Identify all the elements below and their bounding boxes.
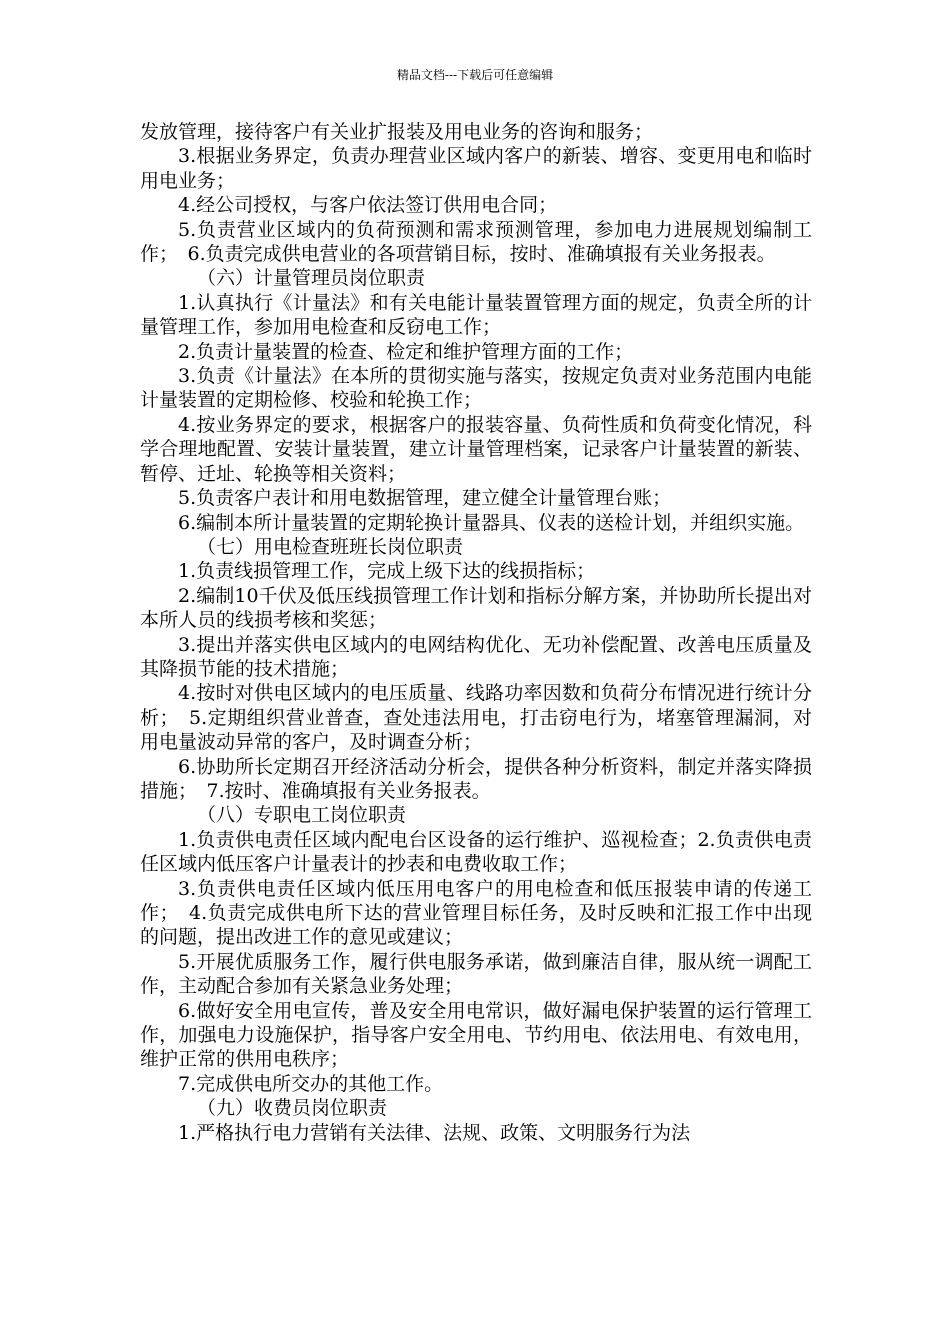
- paragraph: 6.编制本所计量装置的定期轮换计量器具、仪表的送检计划，并组织实施。: [178, 511, 805, 534]
- paragraph: 3.负责供电责任区域内低压用电客户的用电检查和低压报装申请的传递工作； 4.负责完成供电所下达的营业管理目标任务，及时反映和汇报工作中出现的问题，提出改进工作的意见或建议；: [140, 877, 812, 949]
- paragraph: 2.负责计量装置的检查、检定和维护管理方面的工作；: [178, 340, 634, 363]
- paragraph: 6.做好安全用电宣传，普及安全用电常识，做好漏电保护装置的运行管理工作，加强电力设施保护，指导客户安全用电、节约用电、依法用电、有效电用，维护正常的供用电秩序；: [140, 999, 812, 1071]
- section-heading: （七）用电检查班班长岗位职责: [197, 535, 464, 558]
- paragraph: 3.提出并落实供电区域内的电网结构优化、无功补偿配置、改善电压质量及其降损节能的技术措施；: [140, 633, 812, 680]
- section-heading: （九）收费员岗位职责: [197, 1097, 388, 1120]
- paragraph: 发放管理，接待客户有关业扩报装及用电业务的咨询和服务；: [140, 121, 654, 143]
- paragraph: 5.负责客户表计和用电数据管理，建立健全计量管理台账；: [178, 487, 672, 510]
- paragraph: 7.完成供电所交办的其他工作。: [178, 1072, 444, 1095]
- paragraph: 4.按时对供电区域内的电压质量、线路功率因数和负荷分布情况进行统计分析； 5.定期组织营业普查，查处违法用电，打击窃电行为，堵塞管理漏洞，对用电量波动异常的客户，及时调查分析；: [140, 682, 812, 754]
- page-header: 精品文档---下载后可任意编辑: [396, 68, 554, 82]
- paragraph: 6.协助所长定期召开经济活动分析会，提供各种分析资料，制定并落实降损措施； 7.按时、准确填报有关业务报表。: [140, 755, 812, 802]
- paragraph: 5.开展优质服务工作，履行供电服务承诺，做到廉洁自律，服从统一调配工作，主动配合参加有关紧急业务处理；: [140, 950, 812, 998]
- document-body: [140, 120, 812, 1145]
- paragraph: 4.按业务界定的要求，根据客户的报装容量、负荷性质和负荷变化情况，科学合理地配置、安装计量装置，建立计量管理档案，记录客户计量装置的新装、暂停、迁址、轮换等相关资料；: [140, 413, 812, 485]
- paragraph: 2.编制10千伏及低压线损管理工作计划和指标分解方案，并协助所长提出对本所人员的线损考核和奖惩；: [140, 584, 812, 632]
- paragraph: 5.负责营业区域内的负荷预测和需求预测管理，参加电力进展规划编制工作； 6.负责完成供电营业的各项营销目标，按时、准确填报有关业务报表。: [140, 218, 812, 266]
- paragraph: 4.经公司授权，与客户依法签订供用电合同；: [178, 194, 558, 217]
- paragraph: 3.根据业务界定，负责办理营业区域内客户的新装、增容、变更用电和临时用电业务；: [140, 145, 812, 192]
- paragraph: 1.负责供电责任区域内配电台区设备的运行维护、巡视检查；2.负责供电责任区域内低压客户计量表计的抄表和电费收取工作；: [140, 828, 812, 876]
- paragraph: 1.严格执行电力营销有关法律、法规、政策、文明服务行为法: [178, 1121, 691, 1144]
- section-heading: （八）专职电工岗位职责: [197, 804, 407, 827]
- paragraph: 1.认真执行《计量法》和有关电能计量装置管理方面的规定，负责全所的计量管理工作，参加用电检查和反窃电工作；: [140, 291, 812, 339]
- paragraph: 1.负责线损管理工作，完成上级下达的线损指标；: [178, 560, 596, 583]
- section-heading: （六）计量管理员岗位职责: [197, 267, 426, 290]
- paragraph: 3.负责《计量法》在本所的贯彻实施与落实，按规定负责对业务范围内电能计量装置的定期检修、校验和轮换工作；: [140, 365, 812, 412]
